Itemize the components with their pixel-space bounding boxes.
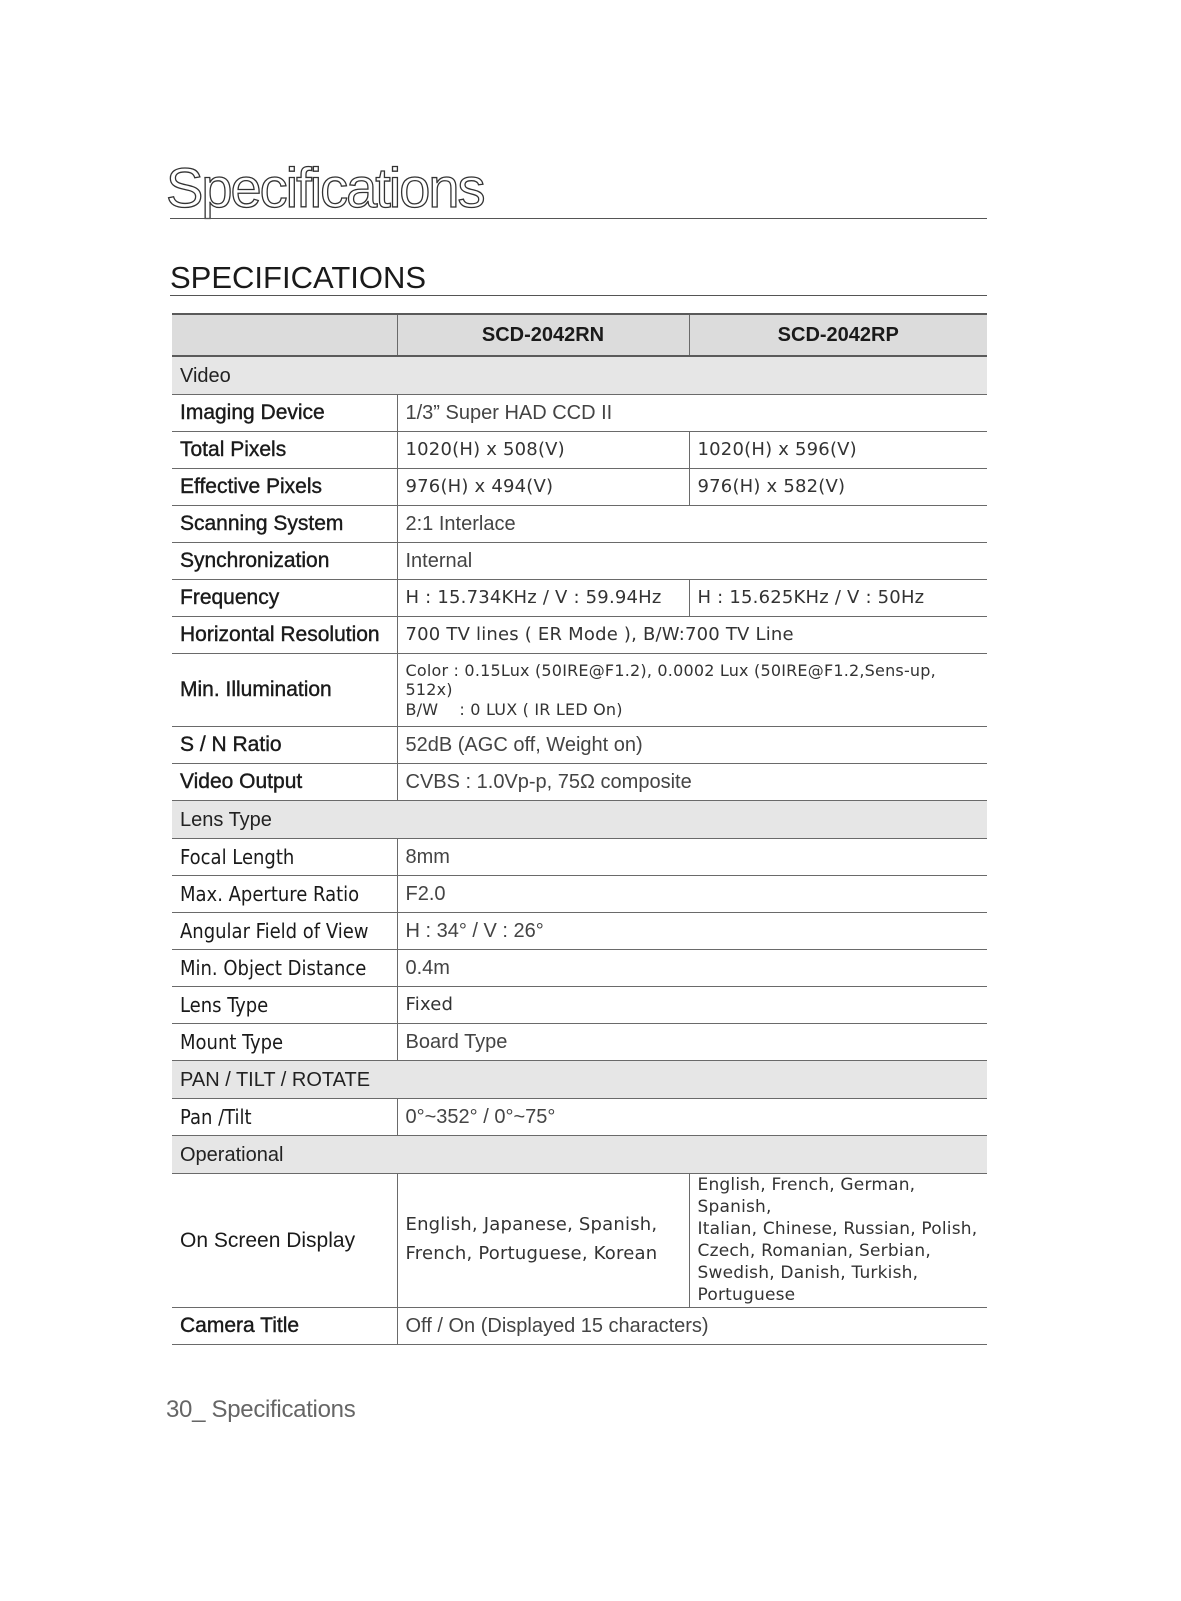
- row-value: 52dB (AGC off, Weight on): [397, 727, 987, 764]
- category-label: Operational: [172, 1136, 987, 1174]
- row-value: 0°~352° / 0°~75°: [397, 1099, 987, 1136]
- value-line: Color : 0.15Lux (50IRE@F1.2), 0.0002 Lux (50IRE@F1.2,Sens-up, 512x): [405, 661, 936, 700]
- section-heading: SPECIFICATIONS: [170, 260, 427, 295]
- value-line: English, French, German, Spanish,: [697, 1175, 916, 1218]
- value-line: Swedish, Danish, Turkish,: [697, 1263, 919, 1284]
- row-value-rp: 976(H) x 582(V): [689, 469, 987, 506]
- table-row: [172, 727, 987, 764]
- category-row-lens: [172, 801, 987, 839]
- row-label: Camera Title: [172, 1307, 397, 1344]
- row-label: Total Pixels: [172, 432, 397, 469]
- category-row-operational: [172, 1136, 987, 1174]
- row-label: Lens Type: [172, 987, 397, 1024]
- row-value: H : 34° / V : 26°: [397, 913, 987, 950]
- page-title: Specifications: [166, 156, 484, 219]
- header-blank: [172, 314, 397, 356]
- table-row: [172, 617, 987, 654]
- row-label: Pan /Tilt: [172, 1099, 397, 1136]
- category-label: Video: [172, 356, 987, 395]
- table-row: [172, 580, 987, 617]
- table-row: [172, 1099, 987, 1136]
- row-value: 8mm: [397, 839, 987, 876]
- value-line: B/W : 0 LUX ( IR LED On): [405, 699, 623, 719]
- row-value: 700 TV lines ( ER Mode ), B/W:700 TV Line: [397, 617, 987, 654]
- table-row: [172, 764, 987, 801]
- row-value-rn: 1020(H) x 508(V): [397, 432, 689, 469]
- row-value: [397, 654, 987, 727]
- table-row: [172, 839, 987, 876]
- table-row: [172, 432, 987, 469]
- row-value: 1/3” Super HAD CCD II: [397, 395, 987, 432]
- value-line: Portuguese: [697, 1285, 796, 1306]
- table-row: [172, 395, 987, 432]
- row-label: Min. Object Distance: [172, 950, 397, 987]
- row-label: Angular Field of View: [172, 913, 397, 950]
- table-row: [172, 469, 987, 506]
- table-row: [172, 950, 987, 987]
- row-label: Scanning System: [172, 506, 397, 543]
- row-value-rp: 1020(H) x 596(V): [689, 432, 987, 469]
- table-row: [172, 1024, 987, 1061]
- row-value: 0.4m: [397, 950, 987, 987]
- row-value: Internal: [397, 543, 987, 580]
- row-value: Off / On (Displayed 15 characters): [397, 1307, 987, 1344]
- row-value-rn: 976(H) x 494(V): [397, 469, 689, 506]
- row-value: Fixed: [397, 987, 987, 1024]
- table-row: [172, 654, 987, 727]
- row-label: Min. Illumination: [172, 654, 397, 727]
- value-line: Czech, Romanian, Serbian,: [697, 1241, 931, 1262]
- row-label: Effective Pixels: [172, 469, 397, 506]
- header-model-rn: SCD-2042RN: [397, 314, 689, 356]
- category-row-video: [172, 356, 987, 395]
- row-label: Horizontal Resolution: [172, 617, 397, 654]
- row-label: Max. Aperture Ratio: [172, 876, 397, 913]
- table-row: [172, 1174, 987, 1308]
- page-footer: 30_ Specifications: [166, 1396, 356, 1423]
- category-label: PAN / TILT / ROTATE: [172, 1061, 987, 1099]
- row-value: Board Type: [397, 1024, 987, 1061]
- specifications-table: [172, 313, 987, 1345]
- table-row: [172, 876, 987, 913]
- row-value-rp: [689, 1174, 987, 1308]
- table-row: [172, 987, 987, 1024]
- table-row: [172, 506, 987, 543]
- row-label: Imaging Device: [172, 395, 397, 432]
- title-divider: [170, 218, 987, 219]
- row-label: Synchronization: [172, 543, 397, 580]
- row-value-rn: [397, 1174, 689, 1308]
- row-label: Frequency: [172, 580, 397, 617]
- row-label: S / N Ratio: [172, 727, 397, 764]
- category-row-pan-tilt-rotate: [172, 1061, 987, 1099]
- row-value: F2.0: [397, 876, 987, 913]
- row-value: CVBS : 1.0Vp-p, 75Ω composite: [397, 764, 987, 801]
- table-row: [172, 543, 987, 580]
- row-label: Mount Type: [172, 1024, 397, 1061]
- section-divider: [170, 295, 987, 296]
- row-value: 2:1 Interlace: [397, 506, 987, 543]
- row-value-rp: H : 15.625KHz / V : 50Hz: [689, 580, 987, 617]
- header-model-rp: SCD-2042RP: [689, 314, 987, 356]
- table-row: [172, 1307, 987, 1344]
- table-row: [172, 913, 987, 950]
- table-header-row: [172, 314, 987, 356]
- row-label: Focal Length: [172, 839, 397, 876]
- row-value-rn: H : 15.734KHz / V : 59.94Hz: [397, 580, 689, 617]
- row-label: On Screen Display: [172, 1174, 397, 1308]
- category-label: Lens Type: [172, 801, 987, 839]
- value-line: Italian, Chinese, Russian, Polish,: [697, 1219, 978, 1240]
- value-line: French, Portuguese, Korean: [405, 1243, 658, 1265]
- row-label: Video Output: [172, 764, 397, 801]
- value-line: English, Japanese, Spanish,: [405, 1214, 658, 1236]
